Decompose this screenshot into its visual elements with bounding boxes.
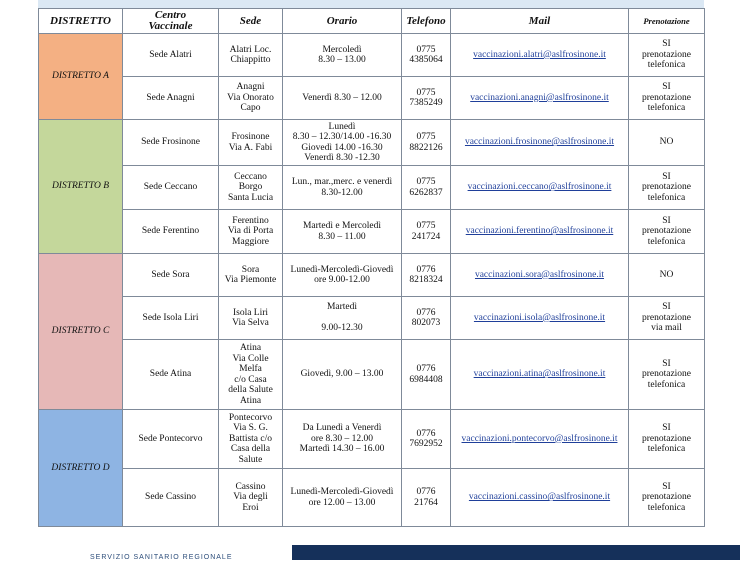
table-row [39,210,705,254]
orario-cell: Lunedì 8.30 – 12.30/14.00 -16.30 Giovedì 14.00 -16.30 Venerdì 8.30 -12.30 [283,120,402,166]
prenotazione-cell: NO [629,120,705,166]
mail-cell [451,34,629,77]
sede-cell: Ferentino Via di Porta Maggiore [219,210,283,254]
vaccination-centers-table [38,8,705,527]
footer-org-name: SERVIZIO SANITARIO REGIONALE [90,554,233,561]
orario-cell: Da Lunedì a Venerdì ore 8.30 – 12.00 Martedì 14.30 – 16.00 [283,410,402,469]
telefono-cell: 0776 802073 [402,297,451,340]
table-row [39,340,705,410]
prenotazione-cell: SI prenotazione via mail [629,297,705,340]
header-orario: Orario [283,9,402,34]
header-distretto: DISTRETTO [39,9,123,34]
prenotazione-cell: SI prenotazione telefonica [629,340,705,410]
telefono-cell: 0775 6262837 [402,166,451,210]
centro-cell: Sede Atina [123,340,219,410]
orario-cell: Martedì e Mercoledì 8.30 – 11.00 [283,210,402,254]
telefono-cell: 0776 6984408 [402,340,451,410]
mail-cell [451,340,629,410]
table-row [39,410,705,469]
mail-cell [451,297,629,340]
orario-cell: Giovedì, 9.00 – 13.00 [283,340,402,410]
prenotazione-cell: SI prenotazione telefonica [629,410,705,469]
mail-cell [451,254,629,297]
prenotazione-cell: SI prenotazione telefonica [629,469,705,527]
table-row [39,120,705,166]
mail-link[interactable]: vaccinazioni.ceccano@aslfrosinone.it [467,182,612,193]
orario-cell: Venerdì 8.30 – 12.00 [283,77,402,120]
centro-cell: Sede Frosinone [123,120,219,166]
mail-link[interactable]: vaccinazioni.frosinone@aslfrosinone.it [464,137,615,148]
mail-link[interactable]: vaccinazioni.anagni@aslfrosinone.it [470,92,609,103]
centro-cell: Sede Alatri [123,34,219,77]
district-d-cell: DISTRETTO D [39,410,123,527]
mail-cell [451,166,629,210]
centro-cell: Sede Pontecorvo [123,410,219,469]
telefono-cell: 0775 4385064 [402,34,451,77]
telefono-cell: 0775 241724 [402,210,451,254]
telefono-cell: 0775 7385249 [402,77,451,120]
prenotazione-cell: SI prenotazione telefonica [629,77,705,120]
mail-link[interactable]: vaccinazioni.cassino@aslfrosinone.it [468,492,611,503]
mail-link[interactable]: vaccinazioni.atina@aslfrosinone.it [473,369,606,380]
telefono-cell: 0776 7692952 [402,410,451,469]
mail-cell [451,77,629,120]
orario-cell: Martedì 9.00-12.30 [283,297,402,340]
mail-cell [451,120,629,166]
header-centro-vaccinale: Centro Vaccinale [123,9,219,34]
mail-link[interactable]: vaccinazioni.sora@aslfrosinone.it [474,269,605,280]
prenotazione-cell: SI prenotazione telefonica [629,34,705,77]
mail-link[interactable]: vaccinazioni.alatri@aslfrosinone.it [473,49,606,60]
table-header-row [39,9,705,34]
district-a-cell: DISTRETTO A [39,34,123,120]
sede-cell: Frosinone Via A. Fabi [219,120,283,166]
orario-cell: Lunedì-Mercoledì-Giovedì ore 12.00 – 13.00 [283,469,402,527]
district-b-cell: DISTRETTO B [39,120,123,254]
table-row [39,297,705,340]
sede-cell: Atina Via Colle Melfa c/o Casa della Salute Atina [219,340,283,410]
orario-cell: Lun., mar.,merc. e venerdì 8.30-12.00 [283,166,402,210]
table-row [39,77,705,120]
table-row [39,166,705,210]
header-sede: Sede [219,9,283,34]
sede-cell: Anagni Via Onorato Capo [219,77,283,120]
orario-cell: Lunedì-Mercoledì-Giovedì ore 9.00-12.00 [283,254,402,297]
telefono-cell: 0776 21764 [402,469,451,527]
district-c-cell: DISTRETTO C [39,254,123,410]
prenotazione-cell: NO [629,254,705,297]
header-telefono: Telefono [402,9,451,34]
centro-cell: Sede Ferentino [123,210,219,254]
footer-bar [292,545,740,560]
table-row [39,469,705,527]
centro-cell: Sede Ceccano [123,166,219,210]
sede-cell: Sora Via Piemonte [219,254,283,297]
mail-cell [451,210,629,254]
prenotazione-cell: SI prenotazione telefonica [629,210,705,254]
mail-link[interactable]: vaccinazioni.ferentino@aslfrosinone.it [465,226,614,237]
sede-cell: Alatri Loc. Chiappitto [219,34,283,77]
table-row [39,34,705,77]
centro-cell: Sede Isola Liri [123,297,219,340]
telefono-cell: 0776 8218324 [402,254,451,297]
mail-cell [451,410,629,469]
table-row [39,254,705,297]
prenotazione-cell: SI prenotazione telefonica [629,166,705,210]
sede-cell: Pontecorvo Via S. G. Battista c/o Casa della Salute [219,410,283,469]
mail-link[interactable]: vaccinazioni.isola@aslfrosinone.it [473,312,606,323]
centro-cell: Sede Sora [123,254,219,297]
header-prenotazione: Prenotazione [629,9,705,34]
mail-cell [451,469,629,527]
centro-cell: Sede Cassino [123,469,219,527]
orario-cell: Mercoledì 8.30 – 13.00 [283,34,402,77]
mail-link[interactable]: vaccinazioni.pontecorvo@aslfrosinone.it [461,433,618,444]
sede-cell: Cassino Via degli Eroi [219,469,283,527]
sede-cell: Isola Liri Via Selva [219,297,283,340]
header-mail: Mail [451,9,629,34]
telefono-cell: 0775 8822126 [402,120,451,166]
centro-cell: Sede Anagni [123,77,219,120]
sede-cell: Ceccano Borgo Santa Lucia [219,166,283,210]
